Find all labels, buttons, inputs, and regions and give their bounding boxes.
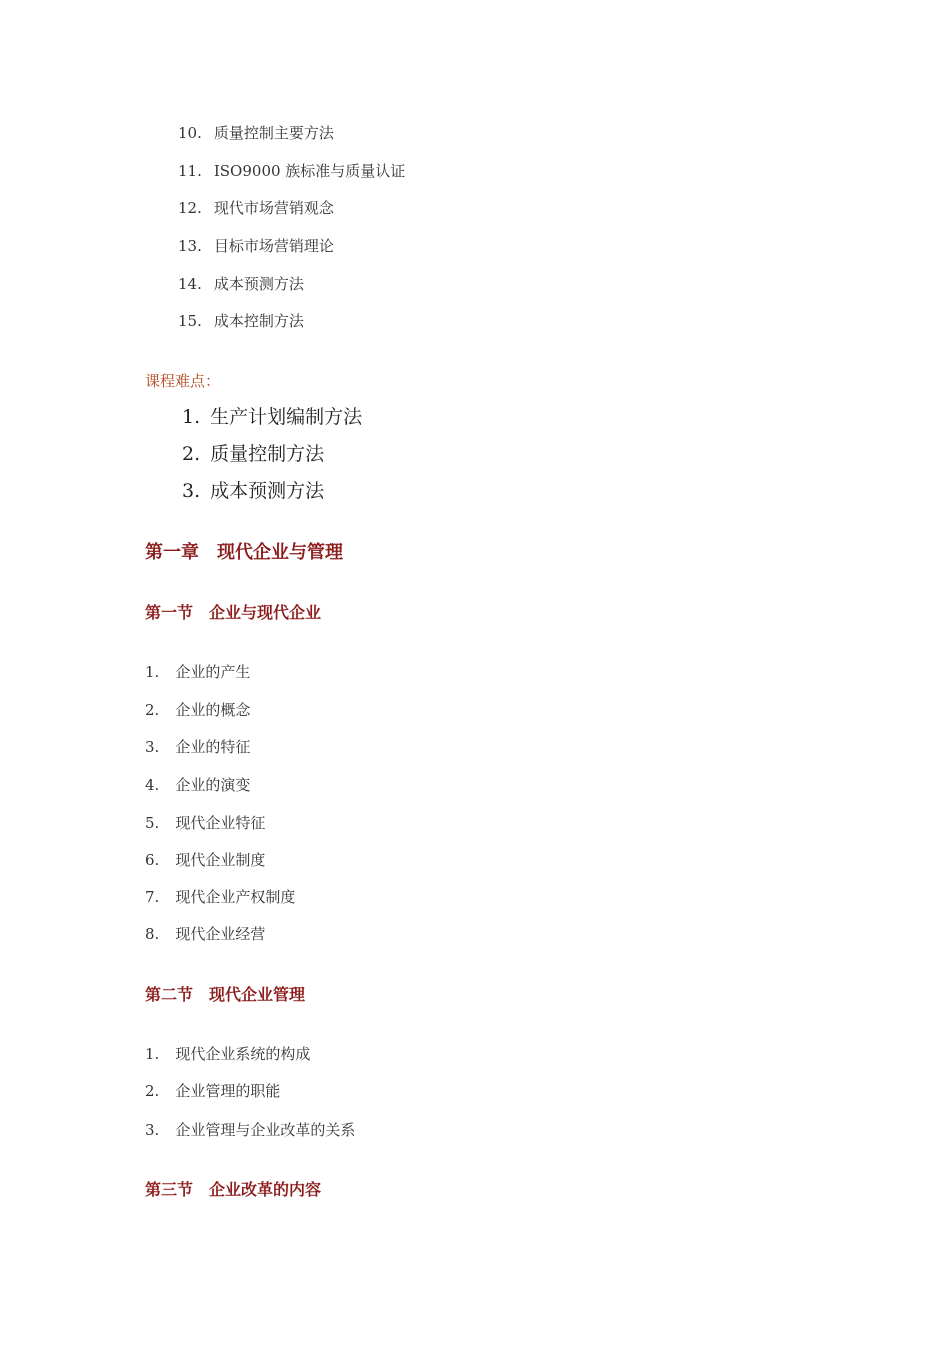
item-number: 1.	[145, 663, 160, 681]
list-item	[145, 778, 250, 793]
item-text: 现代市场营销观念	[213, 199, 334, 217]
list-item	[178, 314, 304, 329]
item-text: 生产计划编制方法	[210, 406, 363, 428]
item-number: 10.	[178, 124, 202, 142]
item-text: 质量控制方法	[210, 443, 325, 465]
section-title: 第三节 企业改革的内容	[145, 1180, 322, 1199]
item-number: 13.	[178, 237, 202, 255]
section-title: 第二节 现代企业管理	[145, 985, 306, 1004]
item-text: 成本控制方法	[213, 312, 304, 330]
item-text: 现代企业制度	[175, 851, 266, 869]
item-number: 3.	[182, 480, 201, 502]
list-item	[145, 1047, 310, 1062]
item-text: 成本预测方法	[213, 275, 304, 293]
list-item	[145, 1084, 280, 1099]
list-item	[145, 816, 265, 831]
item-number: 11.	[178, 162, 202, 180]
difficulties-label: 课程难点：	[145, 372, 221, 390]
list-item	[145, 740, 250, 755]
item-text: 现代企业产权制度	[175, 888, 296, 906]
list-item	[178, 277, 304, 292]
item-number: 5.	[145, 814, 160, 832]
list-item	[178, 126, 334, 141]
difficulty-item	[182, 445, 324, 464]
list-item	[145, 853, 265, 868]
item-text: 企业的产生	[175, 663, 251, 681]
item-text: 企业的概念	[175, 701, 251, 719]
item-text: 企业的演变	[175, 776, 251, 794]
item-text: 企业管理与企业改革的关系	[175, 1121, 356, 1139]
difficulty-item	[182, 482, 324, 501]
chapter-title: 第一章 现代企业与管理	[145, 542, 343, 563]
section-title: 第一节 企业与现代企业	[145, 603, 322, 622]
item-text: 目标市场营销理论	[213, 237, 334, 255]
item-text: 现代企业特征	[175, 814, 266, 832]
item-text: 成本预测方法	[210, 480, 325, 502]
item-number: 4.	[145, 776, 160, 794]
item-number: 6.	[145, 851, 160, 869]
item-number: 12.	[178, 199, 202, 217]
list-item	[145, 703, 250, 718]
item-number: 2.	[182, 443, 201, 465]
difficulty-item	[182, 408, 362, 427]
item-number: 1.	[145, 1045, 160, 1063]
item-text: 现代企业系统的构成	[175, 1045, 311, 1063]
list-item	[178, 239, 334, 254]
list-item	[178, 201, 334, 216]
item-number: 15.	[178, 312, 202, 330]
item-number: 2.	[145, 1082, 160, 1100]
item-number: 3.	[145, 738, 160, 756]
item-text: 企业管理的职能	[175, 1082, 281, 1100]
item-number: 7.	[145, 888, 160, 906]
item-number: 1.	[182, 406, 201, 428]
item-number: 3.	[145, 1121, 160, 1139]
item-number: 14.	[178, 275, 202, 293]
list-item	[145, 1123, 355, 1138]
list-item	[145, 665, 250, 680]
item-number: 2.	[145, 701, 160, 719]
item-text: 质量控制主要方法	[213, 124, 334, 142]
list-item	[145, 890, 295, 905]
list-item	[145, 927, 265, 942]
list-item	[178, 164, 405, 179]
item-number: 8.	[145, 925, 160, 943]
item-text: ISO9000 族标准与质量认证	[213, 162, 406, 180]
item-text: 企业的特征	[175, 738, 251, 756]
item-text: 现代企业经营	[175, 925, 266, 943]
